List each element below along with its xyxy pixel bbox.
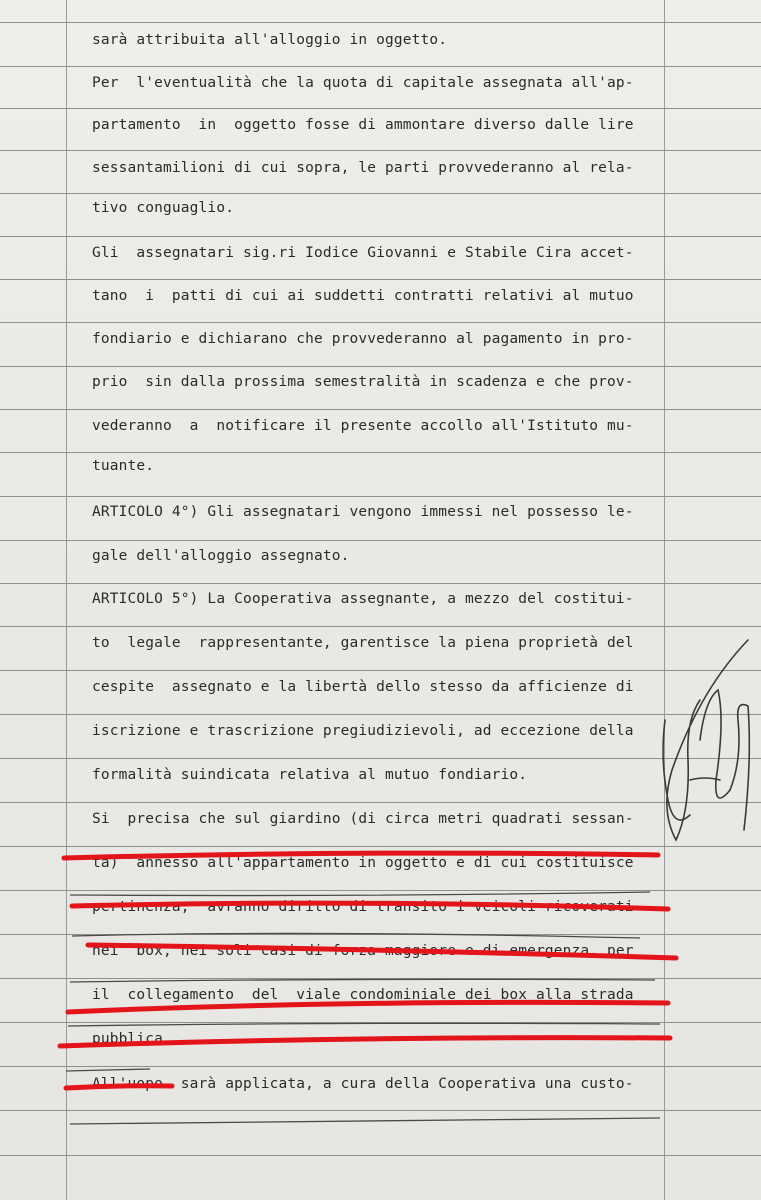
ruled-line bbox=[0, 978, 761, 979]
ruled-line bbox=[0, 1022, 761, 1023]
signature-stroke bbox=[730, 705, 749, 830]
ruled-line bbox=[0, 366, 761, 367]
ruled-line bbox=[0, 934, 761, 935]
ruled-line bbox=[0, 236, 761, 237]
text-line: sarà attribuita all'alloggio in oggetto. bbox=[92, 32, 448, 48]
ruled-line bbox=[0, 758, 761, 759]
ruled-line bbox=[0, 714, 761, 715]
ruled-line bbox=[0, 1066, 761, 1067]
text-line: vederanno a notificare il presente accollo all'Istituto mu- bbox=[92, 418, 634, 434]
text-line: Per l'eventualità che la quota di capitale assegnata all'ap- bbox=[92, 75, 634, 91]
ruled-line bbox=[0, 626, 761, 627]
ruled-line bbox=[0, 1110, 761, 1111]
text-line: tuante. bbox=[92, 458, 155, 474]
ruled-line bbox=[0, 802, 761, 803]
ruled-line bbox=[0, 452, 761, 453]
pencil-underline bbox=[70, 892, 650, 896]
pencil-underline bbox=[68, 1023, 660, 1026]
text-line: ta) annesso all'appartamento in oggetto e di cui costituisce bbox=[92, 855, 634, 871]
text-line: partamento in oggetto fosse di ammontare diverso dalle lire bbox=[92, 117, 634, 133]
text-line: prio sin dalla prossima semestralità in scadenza e che prov- bbox=[92, 374, 634, 390]
signature-stroke bbox=[690, 778, 720, 780]
ruled-line bbox=[0, 846, 761, 847]
text-line: Gli assegnatari sig.ri Iodice Giovanni e Stabile Cira accet- bbox=[92, 245, 634, 261]
text-line: pubblica. bbox=[92, 1031, 172, 1047]
ruled-line bbox=[0, 279, 761, 280]
margin-line-right bbox=[664, 0, 665, 1200]
ruled-line bbox=[0, 108, 761, 109]
pencil-underline bbox=[70, 1118, 660, 1124]
ruled-line bbox=[0, 1155, 761, 1156]
text-line: gale dell'alloggio assegnato. bbox=[92, 548, 350, 564]
text-line: nei box, nei soli casi di forza maggiore e di emergenza, per bbox=[92, 943, 634, 959]
article-4-heading-line: ARTICOLO 4°) Gli assegnatari vengono immessi nel possesso le- bbox=[92, 504, 634, 520]
text-line: to legale rappresentante, garentisce la piena proprietà del bbox=[92, 635, 634, 651]
ruled-line bbox=[0, 670, 761, 671]
signature-stroke bbox=[663, 720, 690, 820]
text-line: fondiario e dichiarano che provvederanno al pagamento in pro- bbox=[92, 331, 634, 347]
ruled-line bbox=[0, 150, 761, 151]
ruled-line bbox=[0, 193, 761, 194]
ruled-line bbox=[0, 66, 761, 67]
text-line: All'uopo sarà applicata, a cura della Cooperativa una custo- bbox=[92, 1076, 634, 1092]
text-line: pertinenza, avranno diritto di transito i veicoli ricoverati bbox=[92, 899, 634, 915]
text-line: tano i patti di cui ai suddetti contratti relativi al mutuo bbox=[92, 288, 634, 304]
margin-line-left bbox=[66, 0, 67, 1200]
ruled-line bbox=[0, 409, 761, 410]
red-marker-strokes bbox=[60, 853, 676, 1088]
text-line: Si precisa che sul giardino (di circa metri quadrati sessan- bbox=[92, 811, 634, 827]
ruled-line bbox=[0, 583, 761, 584]
text-line: il collegamento del viale condominiale dei box alla strada bbox=[92, 987, 634, 1003]
ruled-line bbox=[0, 322, 761, 323]
text-line: sessantamilioni di cui sopra, le parti provvederanno al rela- bbox=[92, 160, 634, 176]
text-line: cespite assegnato e la libertà dello stesso da afficienze di bbox=[92, 679, 634, 695]
article-5-heading-line: ARTICOLO 5°) La Cooperativa assegnante, a mezzo del costitui- bbox=[92, 591, 634, 607]
pencil-underline bbox=[70, 979, 655, 982]
ruled-line bbox=[0, 496, 761, 497]
ruled-line bbox=[0, 890, 761, 891]
ruled-line bbox=[0, 22, 761, 23]
signature-stroke bbox=[700, 690, 730, 798]
pencil-underline bbox=[66, 1069, 150, 1071]
text-line: tivo conguaglio. bbox=[92, 200, 235, 216]
ruled-line bbox=[0, 540, 761, 541]
text-line: formalità suindicata relativa al mutuo fondiario. bbox=[92, 767, 528, 783]
text-line: iscrizione e trascrizione pregiudizievoli, ad eccezione della bbox=[92, 723, 634, 739]
